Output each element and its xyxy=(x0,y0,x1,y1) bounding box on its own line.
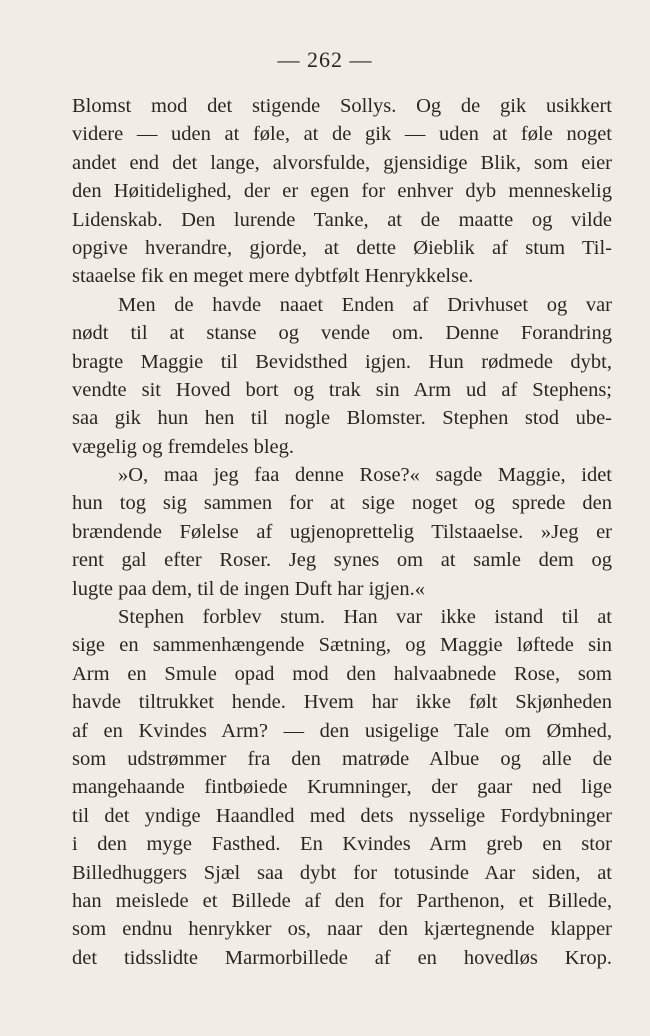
text-line: vægelig og fremdeles bleg. xyxy=(72,435,295,458)
text-line: brændende Følelse af ugjenoprettelig Tilstaaelse. »Jeg er xyxy=(72,520,612,543)
text-line: rent gal efter Roser. Jeg synes om at samle dem og xyxy=(72,549,612,572)
text-line: mangehaande fintbøiede Krumninger, der gaar ned lige xyxy=(72,776,612,799)
text-line: af en Kvindes Arm? — den usigelige Tale om Ømhed, xyxy=(72,719,612,742)
text-line: andet end det lange, alvorsfulde, gjensidige Blik, som eier xyxy=(72,151,612,174)
text-line: Lidenskab. Den lurende Tanke, at de maatte og vilde xyxy=(72,208,612,231)
text-line: Billedhuggers Sjæl saa dybt for totusinde Aar siden, at xyxy=(72,861,612,884)
body-text xyxy=(72,92,612,972)
text-line: i den myge Fasthed. En Kvindes Arm greb en stor xyxy=(72,833,612,856)
text-line: hun tog sig sammen for at sige noget og sprede den xyxy=(72,492,612,515)
text-line: videre — uden at føle, at de gik — uden at føle noget xyxy=(72,123,612,146)
paragraph-start-line: Stephen forblev stum. Han var ikke istand til at xyxy=(118,606,612,629)
text-line: det tidsslidte Marmorbillede af en hovedløs Krop. xyxy=(72,946,612,969)
text-line: staaelse fik en meget mere dybtfølt Henrykkelse. xyxy=(72,265,474,288)
text-line: han meislede et Billede af den for Parthenon, et Billede, xyxy=(72,889,612,912)
text-line: Arm en Smule opad mod den halvaabnede Rose, som xyxy=(72,662,612,685)
text-line: vendte sit Hoved bort og trak sin Arm ud af Stephens; xyxy=(72,378,612,401)
paragraph-start-line: Men de havde naaet Enden af Drivhuset og var xyxy=(118,293,612,316)
text-line: bragte Maggie til Bevidsthed igjen. Hun rødmede dybt, xyxy=(72,350,612,373)
text-line: som udstrømmer fra den matrøde Albue og alle de xyxy=(72,747,612,770)
text-line: havde tiltrukket hende. Hvem har ikke følt Skjønheden xyxy=(72,691,612,714)
text-line: til det yndige Haandled med dets nysselige Fordybninger xyxy=(72,804,612,827)
text-line: som endnu henrykker os, naar den kjærtegnende klapper xyxy=(72,918,612,941)
text-line: den Høitidelighed, der er egen for enhver dyb menneskelig xyxy=(72,180,612,203)
text-line: nødt til at stanse og vende om. Denne Forandring xyxy=(72,322,612,345)
text-line: sige en sammenhængende Sætning, og Maggie løftede sin xyxy=(72,634,612,657)
text-line: Blomst mod det stigende Sollys. Og de gik usikkert xyxy=(72,95,612,117)
page-number: — 262 — xyxy=(277,47,373,72)
text-line: lugte paa dem, til de ingen Duft har igjen.« xyxy=(72,577,425,600)
text-line: opgive hverandre, gjorde, at dette Øieblik af stum Til- xyxy=(72,236,612,259)
text-line: saa gik hun hen til nogle Blomster. Stephen stod ube- xyxy=(72,407,612,430)
paragraph-start-line: »O, maa jeg faa denne Rose?« sagde Maggie, idet xyxy=(118,464,612,487)
